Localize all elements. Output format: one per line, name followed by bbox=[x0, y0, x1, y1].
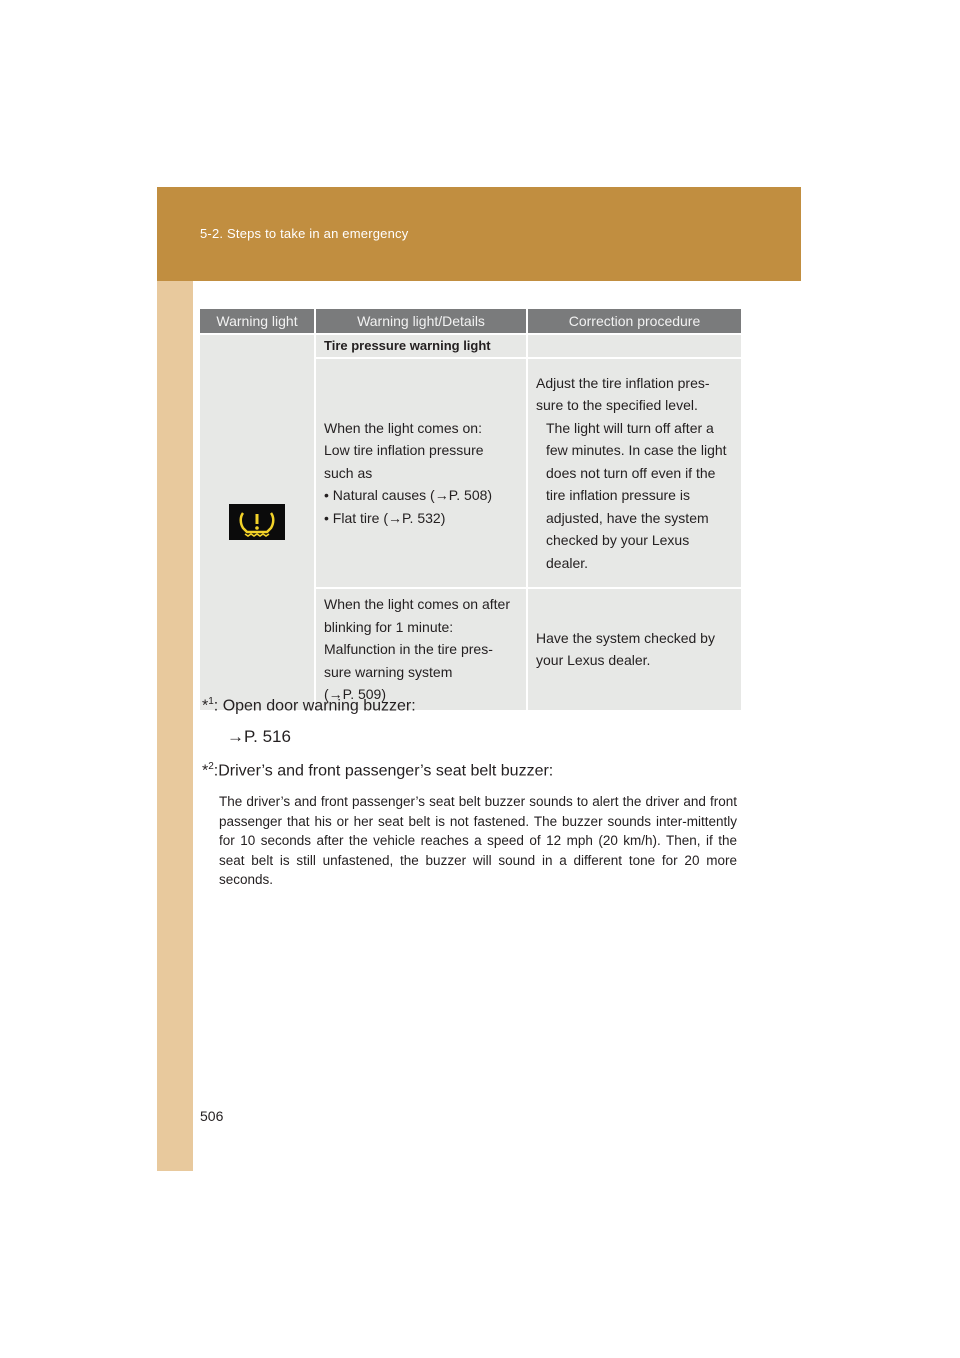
details-line: sure warning system bbox=[324, 663, 453, 680]
footnote-1-reference: →P. 516 bbox=[227, 727, 291, 746]
details-line: Malfunction in the tire pres- bbox=[324, 641, 493, 657]
correction-line: tire inflation pressure is bbox=[546, 487, 690, 504]
details-row-2 bbox=[315, 588, 527, 710]
column-header-correction: Correction procedure bbox=[527, 309, 741, 334]
correction-line: The light will turn off after a bbox=[546, 419, 714, 436]
details-line: blinking for 1 minute: bbox=[324, 618, 454, 635]
correction-line: Have the system checked by bbox=[536, 629, 715, 646]
footnote-2-text: :Driver’s and front passenger’s seat belt buzzer: bbox=[213, 762, 554, 780]
footnote-2-description: The driver’s and front passenger’s seat belt buzzer sounds to alert the driver and front passenger that his or her seat belt is not fastened. The buzzer sounds inter-mittently for 10 seconds after the vehicle reaches a speed of 12 mph (20 km/h). Then, if the seat belt is still unfastened, the buzzer will sound in a different tone for 20 more seconds. bbox=[219, 794, 737, 887]
footnote-1-sup: 1 bbox=[208, 696, 214, 707]
page-number: 506 bbox=[200, 1108, 224, 1124]
details-line: (→P. 509) bbox=[324, 686, 386, 702]
correction-line: does not turn off even if the bbox=[546, 464, 716, 481]
correction-row-2 bbox=[527, 588, 741, 710]
details-line: Low tire inflation pressure bbox=[324, 442, 484, 459]
warning-light-icon-cell bbox=[200, 334, 315, 710]
details-line: When the light comes on after bbox=[324, 596, 510, 612]
correction-line: Adjust the tire inflation pres- bbox=[536, 374, 710, 391]
correction-line: few minutes. In case the light bbox=[546, 442, 727, 459]
footnote-1-mark: * bbox=[202, 697, 209, 715]
details-line: such as bbox=[324, 464, 373, 481]
footnote-2-sup: 2 bbox=[208, 761, 214, 772]
footnote-2 bbox=[202, 761, 553, 780]
tire-pressure-warning-icon bbox=[229, 504, 285, 540]
details-row-1 bbox=[315, 358, 527, 588]
table-section-title: Tire pressure warning light bbox=[315, 334, 527, 358]
details-line: When the light comes on: bbox=[324, 419, 482, 436]
footnote-1-text: : Open door warning buzzer: bbox=[213, 697, 416, 715]
correction-line: dealer. bbox=[546, 554, 589, 571]
side-strip bbox=[157, 281, 193, 1171]
column-header-warning-light: Warning light bbox=[200, 309, 315, 334]
correction-line: sure to the specified level. bbox=[536, 397, 698, 414]
details-line: • Flat tire (→P. 532) bbox=[324, 509, 446, 526]
correction-line: your Lexus dealer. bbox=[536, 652, 651, 669]
footnote-1 bbox=[202, 696, 416, 715]
correction-line: checked by your Lexus bbox=[546, 532, 690, 549]
warning-light-table bbox=[200, 309, 741, 710]
details-line: • Natural causes (→P. 508) bbox=[324, 487, 493, 504]
correction-row-1 bbox=[527, 358, 741, 588]
column-header-details: Warning light/Details bbox=[315, 309, 527, 334]
correction-line: adjusted, have the system bbox=[546, 509, 709, 526]
table-section-title-blank bbox=[527, 334, 741, 358]
section-title: 5-2. Steps to take in an emergency bbox=[200, 226, 409, 241]
footnote-2-mark: * bbox=[202, 762, 209, 780]
